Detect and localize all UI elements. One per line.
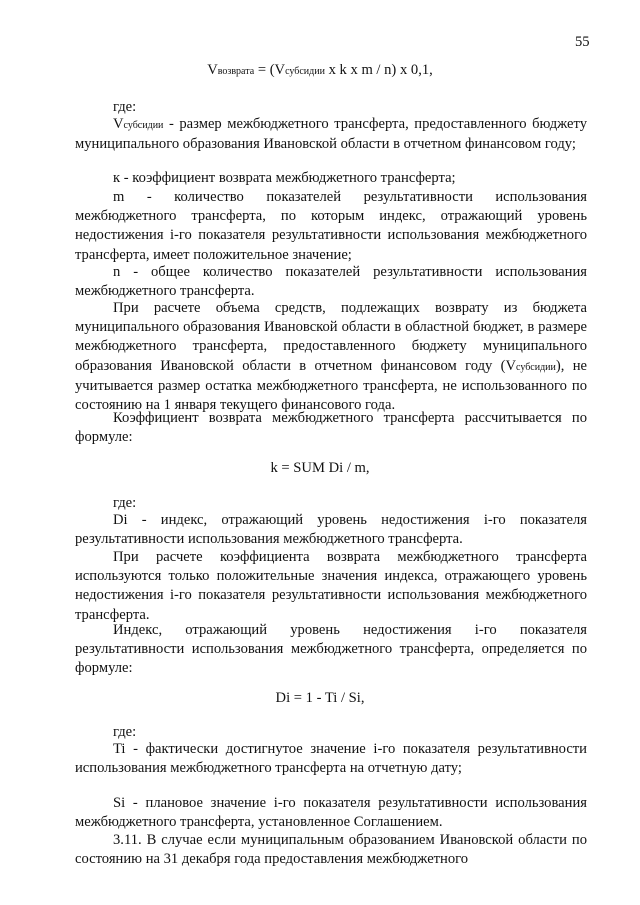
definition-m: m - количество показателей результативности использования межбюджетного трансферта, по которым индекс, отражающий уровень недостижения i-го показателя результативности использования межбюджетного трансферта, имеет положительное значение; bbox=[75, 189, 587, 263]
where-label-1: где: bbox=[113, 99, 137, 115]
definition-v-subsidy bbox=[75, 115, 587, 154]
paragraph-positive-values: При расчете коэффициента возврата межбюджетного трансферта используются только положительные значения индекса, отражающего уровень недостижения i-го показателя результативности использования межбюджетного трансферта. bbox=[75, 549, 587, 623]
definition-si: Si - плановое значение i-го показателя результативности использования межбюджетного трансферта, установленное Соглашением. bbox=[75, 795, 587, 831]
def-v: V bbox=[113, 116, 124, 132]
paragraph-k-formula-intro: Коэффициент возврата межбюджетного трансферта рассчитывается по формуле: bbox=[75, 410, 587, 446]
def-v-text: - размер межбюджетного трансферта, предоставленного бюджету муниципального образования Ивановской области в отчетном финансовом году; bbox=[75, 116, 587, 153]
def-v-sub: субсидии bbox=[123, 120, 164, 131]
formula1-v: V bbox=[207, 62, 218, 78]
formula1-mid: = (V bbox=[254, 62, 286, 78]
page-number: 55 bbox=[575, 34, 590, 50]
para-calc-b: ), не учитывается размер остатка межбюджетного трансферта, не использованного по состоянию на 1 января текущего финансового года. bbox=[75, 357, 587, 414]
where-label-3: где: bbox=[113, 724, 137, 740]
formula-di: Di = 1 - Ti / Si, bbox=[275, 690, 365, 706]
definition-ti: Ti - фактически достигнутое значение i-го показателя результативности использования межбюджетного трансферта на отчетную дату; bbox=[75, 741, 587, 777]
formula-k: k = SUM Di / m, bbox=[270, 460, 370, 476]
definition-k: к - коэффициент возврата межбюджетного трансферта; bbox=[113, 170, 456, 186]
formula1-sub-subsidy: субсидии bbox=[285, 66, 325, 77]
paragraph-return-calculation bbox=[75, 299, 587, 415]
definition-di: Di - индекс, отражающий уровень недостижения i-го показателя результативности использования межбюджетного трансферта. bbox=[75, 512, 587, 548]
formula1-sub-return: возврата bbox=[217, 66, 255, 77]
formula1-rest: x k x m / n) x 0,1, bbox=[324, 62, 433, 78]
paragraph-index-formula-intro: Индекс, отражающий уровень недостижения i-го показателя результативности использования межбюджетного трансферта, определяется по формуле: bbox=[75, 622, 587, 677]
para-calc-sub: субсидии bbox=[516, 361, 556, 373]
formula-return-volume bbox=[0, 61, 640, 81]
where-label-2: где: bbox=[113, 495, 137, 511]
para-calc-a: При расчете объема средств, подлежащих возврату из бюджета муниципального образования Ивановской области в областной бюджет, в размере межбюджетного трансферта, предоставленного бюджету муниципального образования Ивановской области в отчетном финансовом году (V bbox=[75, 300, 587, 374]
definition-n: n - общее количество показателей результативности использования межбюджетного трансферта. bbox=[75, 264, 587, 300]
paragraph-3-11: 3.11. В случае если муниципальным образованием Ивановской области по состоянию на 31 декабря года предоставления межбюджетного bbox=[75, 832, 587, 868]
